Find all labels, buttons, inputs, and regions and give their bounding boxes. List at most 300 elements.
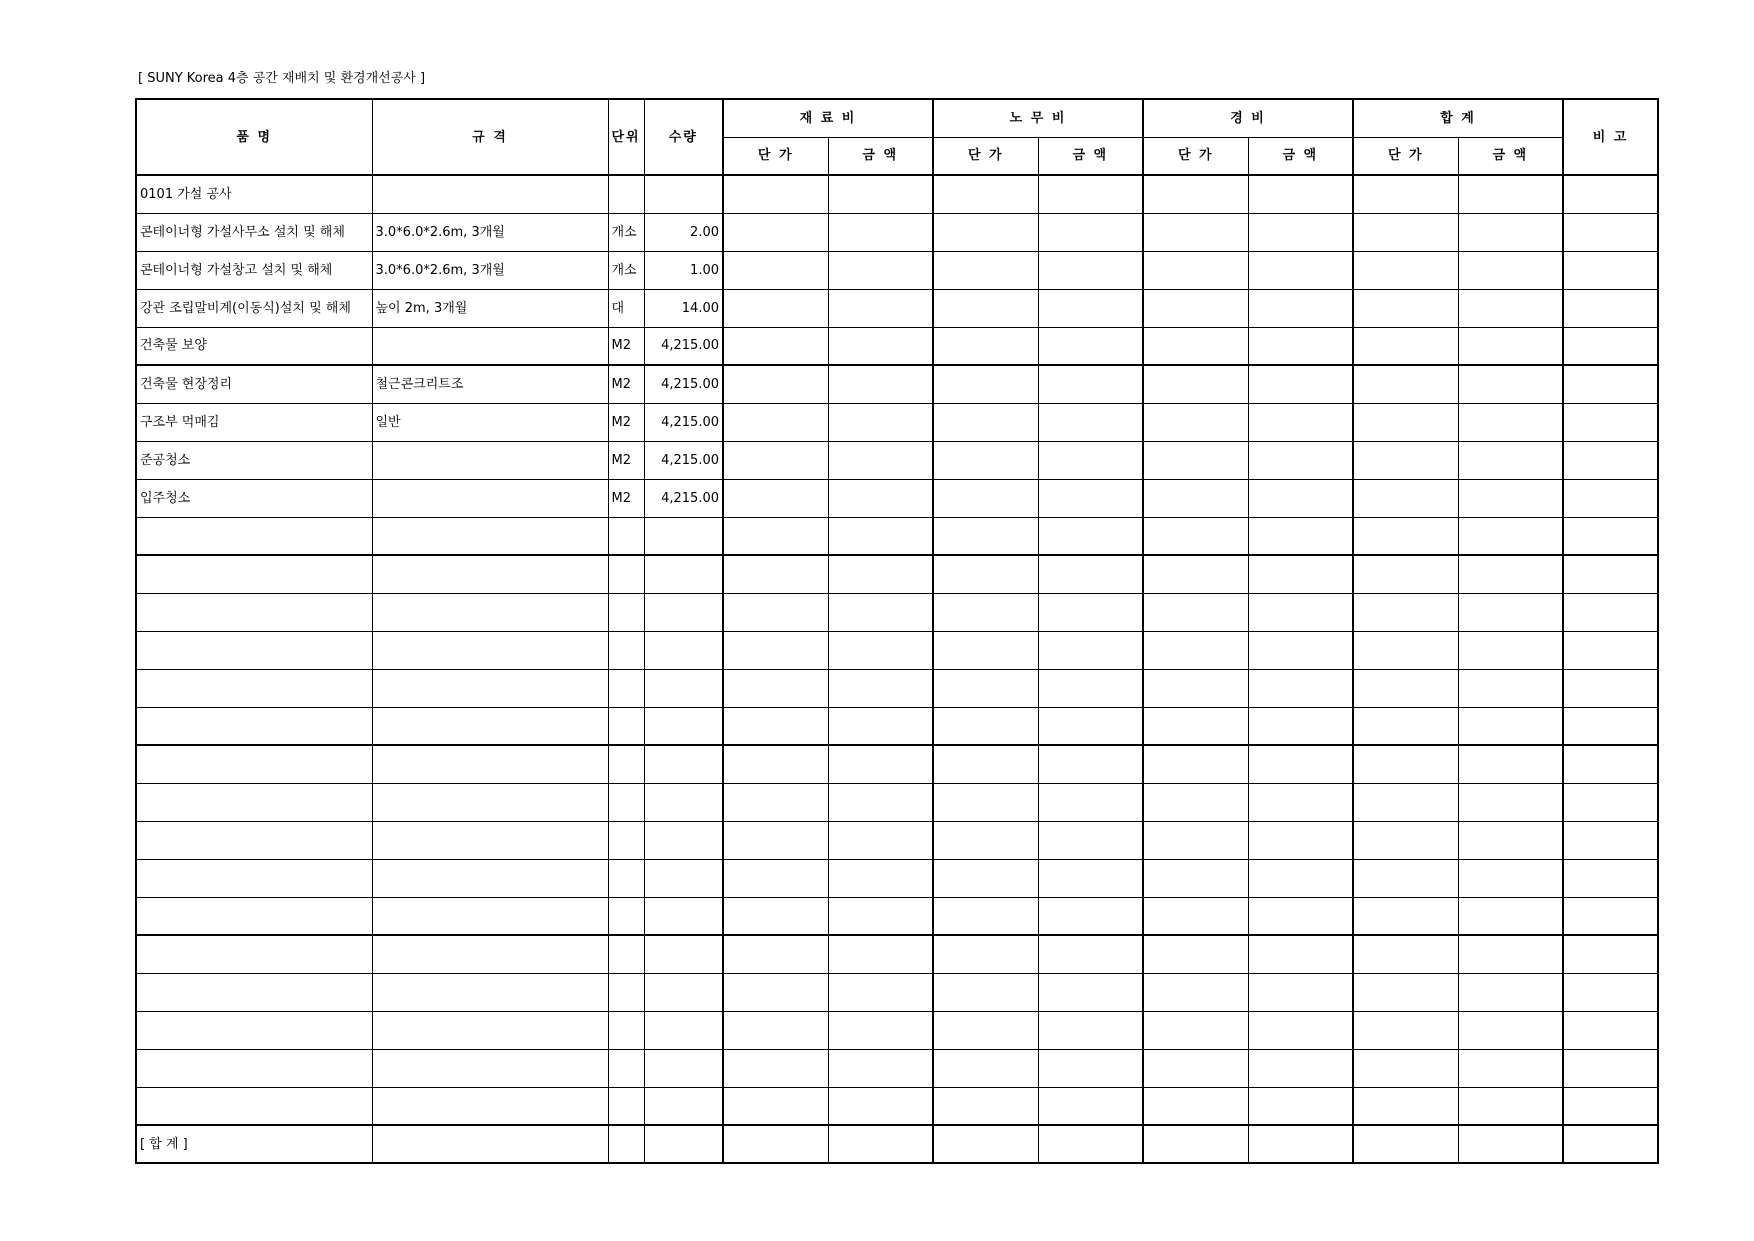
labor-unit-price-cell bbox=[933, 175, 1038, 213]
item-name-cell: [ 합 계 ] bbox=[136, 1125, 372, 1163]
labor-unit-price-cell bbox=[933, 1049, 1038, 1087]
total-unit-price-cell bbox=[1353, 593, 1458, 631]
item-unit-cell bbox=[608, 973, 644, 1011]
header-remark: 비 고 bbox=[1563, 99, 1658, 175]
expense-unit-price-cell bbox=[1143, 973, 1248, 1011]
labor-amount-cell bbox=[1038, 859, 1143, 897]
item-spec-cell bbox=[372, 593, 608, 631]
material-amount-cell bbox=[828, 821, 933, 859]
total-unit-price-cell bbox=[1353, 669, 1458, 707]
total-amount-cell bbox=[1458, 365, 1563, 403]
material-unit-price-cell bbox=[723, 1011, 828, 1049]
material-unit-price-cell bbox=[723, 555, 828, 593]
expense-amount-cell bbox=[1248, 631, 1353, 669]
header-name: 품 명 bbox=[136, 99, 372, 175]
total-unit-price-cell bbox=[1353, 1125, 1458, 1163]
expense-unit-price-cell bbox=[1143, 1125, 1248, 1163]
expense-amount-cell bbox=[1248, 783, 1353, 821]
labor-amount-cell bbox=[1038, 365, 1143, 403]
expense-unit-price-cell bbox=[1143, 175, 1248, 213]
remark-cell bbox=[1563, 327, 1658, 365]
expense-unit-price-cell bbox=[1143, 745, 1248, 783]
material-unit-price-cell bbox=[723, 669, 828, 707]
material-amount-cell bbox=[828, 517, 933, 555]
expense-unit-price-cell bbox=[1143, 631, 1248, 669]
item-spec-cell: 철근콘크리트조 bbox=[372, 365, 608, 403]
item-qty-cell: 4,215.00 bbox=[644, 403, 723, 441]
material-amount-cell bbox=[828, 897, 933, 935]
material-unit-price-cell bbox=[723, 973, 828, 1011]
item-spec-cell bbox=[372, 175, 608, 213]
labor-unit-price-cell bbox=[933, 897, 1038, 935]
item-spec-cell bbox=[372, 935, 608, 973]
item-name-cell: 준공청소 bbox=[136, 441, 372, 479]
item-unit-cell bbox=[608, 1011, 644, 1049]
header-total-amount: 금 액 bbox=[1458, 137, 1563, 175]
material-unit-price-cell bbox=[723, 593, 828, 631]
remark-cell bbox=[1563, 745, 1658, 783]
expense-unit-price-cell bbox=[1143, 897, 1248, 935]
labor-unit-price-cell bbox=[933, 1125, 1038, 1163]
item-name-cell: 콘테이너형 가설창고 설치 및 해체 bbox=[136, 251, 372, 289]
expense-amount-cell bbox=[1248, 517, 1353, 555]
labor-unit-price-cell bbox=[933, 859, 1038, 897]
material-amount-cell bbox=[828, 973, 933, 1011]
total-unit-price-cell bbox=[1353, 821, 1458, 859]
labor-amount-cell bbox=[1038, 175, 1143, 213]
remark-cell bbox=[1563, 175, 1658, 213]
item-qty-cell bbox=[644, 1049, 723, 1087]
item-spec-cell: 일반 bbox=[372, 403, 608, 441]
expense-amount-cell bbox=[1248, 479, 1353, 517]
item-unit-cell bbox=[608, 517, 644, 555]
remark-cell bbox=[1563, 973, 1658, 1011]
remark-cell bbox=[1563, 593, 1658, 631]
item-unit-cell: M2 bbox=[608, 365, 644, 403]
estimate-table bbox=[135, 98, 1659, 1164]
item-qty-cell bbox=[644, 935, 723, 973]
total-unit-price-cell bbox=[1353, 1049, 1458, 1087]
remark-cell bbox=[1563, 441, 1658, 479]
header-expense: 경 비 bbox=[1143, 99, 1353, 137]
item-unit-cell: M2 bbox=[608, 403, 644, 441]
total-amount-cell bbox=[1458, 669, 1563, 707]
expense-amount-cell bbox=[1248, 289, 1353, 327]
item-name-cell: 건축물 보양 bbox=[136, 327, 372, 365]
material-unit-price-cell bbox=[723, 707, 828, 745]
total-amount-cell bbox=[1458, 821, 1563, 859]
item-spec-cell bbox=[372, 707, 608, 745]
material-amount-cell bbox=[828, 1049, 933, 1087]
item-name-cell bbox=[136, 707, 372, 745]
item-qty-cell bbox=[644, 175, 723, 213]
labor-unit-price-cell bbox=[933, 213, 1038, 251]
table-row bbox=[136, 631, 1658, 669]
labor-amount-cell bbox=[1038, 441, 1143, 479]
total-unit-price-cell bbox=[1353, 1087, 1458, 1125]
item-name-cell: 입주청소 bbox=[136, 479, 372, 517]
total-amount-cell bbox=[1458, 327, 1563, 365]
header-material: 재 료 비 bbox=[723, 99, 933, 137]
remark-cell bbox=[1563, 403, 1658, 441]
table-row bbox=[136, 745, 1658, 783]
total-row bbox=[136, 1125, 1658, 1163]
material-unit-price-cell bbox=[723, 327, 828, 365]
labor-amount-cell bbox=[1038, 555, 1143, 593]
item-unit-cell bbox=[608, 821, 644, 859]
table-row bbox=[136, 783, 1658, 821]
total-unit-price-cell bbox=[1353, 631, 1458, 669]
item-name-cell bbox=[136, 669, 372, 707]
expense-unit-price-cell bbox=[1143, 555, 1248, 593]
expense-unit-price-cell bbox=[1143, 859, 1248, 897]
labor-unit-price-cell bbox=[933, 631, 1038, 669]
expense-amount-cell bbox=[1248, 973, 1353, 1011]
item-qty-cell bbox=[644, 1087, 723, 1125]
remark-cell bbox=[1563, 783, 1658, 821]
total-unit-price-cell bbox=[1353, 859, 1458, 897]
expense-amount-cell bbox=[1248, 707, 1353, 745]
remark-cell bbox=[1563, 479, 1658, 517]
header-labor-amount: 금 액 bbox=[1038, 137, 1143, 175]
item-spec-cell bbox=[372, 821, 608, 859]
material-unit-price-cell bbox=[723, 175, 828, 213]
material-unit-price-cell bbox=[723, 213, 828, 251]
remark-cell bbox=[1563, 1125, 1658, 1163]
table-row bbox=[136, 1087, 1658, 1125]
item-spec-cell bbox=[372, 783, 608, 821]
item-unit-cell bbox=[608, 555, 644, 593]
material-unit-price-cell bbox=[723, 783, 828, 821]
total-unit-price-cell bbox=[1353, 1011, 1458, 1049]
item-qty-cell: 4,215.00 bbox=[644, 441, 723, 479]
labor-unit-price-cell bbox=[933, 593, 1038, 631]
table-row bbox=[136, 555, 1658, 593]
item-qty-cell bbox=[644, 517, 723, 555]
labor-amount-cell bbox=[1038, 289, 1143, 327]
item-spec-cell bbox=[372, 1087, 608, 1125]
total-unit-price-cell bbox=[1353, 403, 1458, 441]
total-unit-price-cell bbox=[1353, 897, 1458, 935]
expense-unit-price-cell bbox=[1143, 783, 1248, 821]
item-unit-cell: M2 bbox=[608, 327, 644, 365]
total-unit-price-cell bbox=[1353, 555, 1458, 593]
document-title: [ SUNY Korea 4층 공간 재배치 및 환경개선공사 ] bbox=[138, 71, 426, 86]
item-qty-cell bbox=[644, 707, 723, 745]
labor-amount-cell bbox=[1038, 593, 1143, 631]
expense-amount-cell bbox=[1248, 821, 1353, 859]
total-amount-cell bbox=[1458, 441, 1563, 479]
expense-amount-cell bbox=[1248, 403, 1353, 441]
header-labor-unit-price: 단 가 bbox=[933, 137, 1038, 175]
material-amount-cell bbox=[828, 479, 933, 517]
labor-amount-cell bbox=[1038, 327, 1143, 365]
table-body bbox=[136, 175, 1658, 1163]
material-amount-cell bbox=[828, 859, 933, 897]
item-qty-cell bbox=[644, 593, 723, 631]
total-unit-price-cell bbox=[1353, 517, 1458, 555]
table-row bbox=[136, 1049, 1658, 1087]
expense-amount-cell bbox=[1248, 327, 1353, 365]
item-name-cell bbox=[136, 1087, 372, 1125]
total-amount-cell bbox=[1458, 707, 1563, 745]
header-total-unit-price: 단 가 bbox=[1353, 137, 1458, 175]
labor-amount-cell bbox=[1038, 517, 1143, 555]
total-amount-cell bbox=[1458, 1011, 1563, 1049]
item-qty-cell bbox=[644, 745, 723, 783]
labor-unit-price-cell bbox=[933, 365, 1038, 403]
item-unit-cell: 대 bbox=[608, 289, 644, 327]
item-unit-cell bbox=[608, 1049, 644, 1087]
item-name-cell bbox=[136, 1011, 372, 1049]
labor-unit-price-cell bbox=[933, 327, 1038, 365]
labor-amount-cell bbox=[1038, 935, 1143, 973]
material-amount-cell bbox=[828, 707, 933, 745]
remark-cell bbox=[1563, 365, 1658, 403]
item-unit-cell bbox=[608, 1125, 644, 1163]
item-spec-cell bbox=[372, 859, 608, 897]
item-unit-cell bbox=[608, 745, 644, 783]
expense-amount-cell bbox=[1248, 441, 1353, 479]
item-name-cell bbox=[136, 517, 372, 555]
item-qty-cell: 4,215.00 bbox=[644, 327, 723, 365]
table-row bbox=[136, 897, 1658, 935]
expense-amount-cell bbox=[1248, 897, 1353, 935]
total-unit-price-cell bbox=[1353, 327, 1458, 365]
expense-unit-price-cell bbox=[1143, 593, 1248, 631]
total-amount-cell bbox=[1458, 631, 1563, 669]
labor-amount-cell bbox=[1038, 251, 1143, 289]
remark-cell bbox=[1563, 859, 1658, 897]
table-row bbox=[136, 1011, 1658, 1049]
expense-unit-price-cell bbox=[1143, 251, 1248, 289]
total-amount-cell bbox=[1458, 859, 1563, 897]
item-name-cell: 0101 가설 공사 bbox=[136, 175, 372, 213]
material-unit-price-cell bbox=[723, 897, 828, 935]
total-amount-cell bbox=[1458, 403, 1563, 441]
material-amount-cell bbox=[828, 745, 933, 783]
header-labor: 노 무 비 bbox=[933, 99, 1143, 137]
item-name-cell bbox=[136, 935, 372, 973]
remark-cell bbox=[1563, 251, 1658, 289]
table-row bbox=[136, 441, 1658, 479]
labor-amount-cell bbox=[1038, 897, 1143, 935]
material-unit-price-cell bbox=[723, 821, 828, 859]
item-unit-cell bbox=[608, 935, 644, 973]
item-unit-cell: 개소 bbox=[608, 213, 644, 251]
item-qty-cell bbox=[644, 821, 723, 859]
header-material-amount: 금 액 bbox=[828, 137, 933, 175]
total-unit-price-cell bbox=[1353, 745, 1458, 783]
labor-unit-price-cell bbox=[933, 289, 1038, 327]
item-unit-cell: M2 bbox=[608, 479, 644, 517]
item-spec-cell bbox=[372, 1125, 608, 1163]
material-unit-price-cell bbox=[723, 289, 828, 327]
item-qty-cell: 2.00 bbox=[644, 213, 723, 251]
table-row bbox=[136, 251, 1658, 289]
expense-amount-cell bbox=[1248, 213, 1353, 251]
item-unit-cell bbox=[608, 859, 644, 897]
table-row bbox=[136, 973, 1658, 1011]
remark-cell bbox=[1563, 897, 1658, 935]
total-amount-cell bbox=[1458, 1049, 1563, 1087]
labor-amount-cell bbox=[1038, 669, 1143, 707]
remark-cell bbox=[1563, 821, 1658, 859]
remark-cell bbox=[1563, 707, 1658, 745]
material-amount-cell bbox=[828, 669, 933, 707]
item-spec-cell bbox=[372, 1049, 608, 1087]
table-row bbox=[136, 707, 1658, 745]
header-qty: 수량 bbox=[644, 99, 723, 175]
total-amount-cell bbox=[1458, 175, 1563, 213]
expense-unit-price-cell bbox=[1143, 441, 1248, 479]
table-row bbox=[136, 175, 1658, 213]
expense-amount-cell bbox=[1248, 935, 1353, 973]
expense-unit-price-cell bbox=[1143, 213, 1248, 251]
total-amount-cell bbox=[1458, 935, 1563, 973]
item-spec-cell: 3.0*6.0*2.6m, 3개월 bbox=[372, 213, 608, 251]
item-qty-cell bbox=[644, 897, 723, 935]
header-spec: 규 격 bbox=[372, 99, 608, 175]
labor-unit-price-cell bbox=[933, 555, 1038, 593]
table-row bbox=[136, 821, 1658, 859]
item-name-cell bbox=[136, 1049, 372, 1087]
expense-unit-price-cell bbox=[1143, 707, 1248, 745]
labor-amount-cell bbox=[1038, 707, 1143, 745]
expense-amount-cell bbox=[1248, 1049, 1353, 1087]
total-unit-price-cell bbox=[1353, 783, 1458, 821]
header-expense-unit-price: 단 가 bbox=[1143, 137, 1248, 175]
table-row bbox=[136, 669, 1658, 707]
material-amount-cell bbox=[828, 631, 933, 669]
table-row bbox=[136, 213, 1658, 251]
material-amount-cell bbox=[828, 403, 933, 441]
expense-amount-cell bbox=[1248, 669, 1353, 707]
item-qty-cell: 1.00 bbox=[644, 251, 723, 289]
header-unit: 단위 bbox=[608, 99, 644, 175]
expense-amount-cell bbox=[1248, 1011, 1353, 1049]
item-name-cell bbox=[136, 631, 372, 669]
table-row bbox=[136, 517, 1658, 555]
item-qty-cell bbox=[644, 783, 723, 821]
total-unit-price-cell bbox=[1353, 175, 1458, 213]
item-name-cell: 구조부 먹매김 bbox=[136, 403, 372, 441]
material-amount-cell bbox=[828, 555, 933, 593]
item-name-cell: 강관 조립말비계(이동식)설치 및 해체 bbox=[136, 289, 372, 327]
item-unit-cell: M2 bbox=[608, 441, 644, 479]
item-unit-cell bbox=[608, 897, 644, 935]
expense-amount-cell bbox=[1248, 251, 1353, 289]
material-unit-price-cell bbox=[723, 251, 828, 289]
expense-unit-price-cell bbox=[1143, 403, 1248, 441]
total-unit-price-cell bbox=[1353, 973, 1458, 1011]
item-qty-cell bbox=[644, 859, 723, 897]
labor-unit-price-cell bbox=[933, 441, 1038, 479]
item-spec-cell bbox=[372, 517, 608, 555]
item-name-cell: 건축물 현장정리 bbox=[136, 365, 372, 403]
item-qty-cell: 14.00 bbox=[644, 289, 723, 327]
item-qty-cell bbox=[644, 631, 723, 669]
material-unit-price-cell bbox=[723, 1087, 828, 1125]
item-unit-cell bbox=[608, 707, 644, 745]
material-amount-cell bbox=[828, 1087, 933, 1125]
labor-unit-price-cell bbox=[933, 707, 1038, 745]
labor-amount-cell bbox=[1038, 1125, 1143, 1163]
material-amount-cell bbox=[828, 441, 933, 479]
item-unit-cell bbox=[608, 631, 644, 669]
total-unit-price-cell bbox=[1353, 213, 1458, 251]
total-unit-price-cell bbox=[1353, 441, 1458, 479]
item-name-cell bbox=[136, 783, 372, 821]
material-amount-cell bbox=[828, 327, 933, 365]
labor-amount-cell bbox=[1038, 1011, 1143, 1049]
table-row bbox=[136, 479, 1658, 517]
material-amount-cell bbox=[828, 213, 933, 251]
remark-cell bbox=[1563, 289, 1658, 327]
table-row bbox=[136, 403, 1658, 441]
labor-amount-cell bbox=[1038, 631, 1143, 669]
table-row bbox=[136, 365, 1658, 403]
item-spec-cell bbox=[372, 441, 608, 479]
labor-amount-cell bbox=[1038, 403, 1143, 441]
item-unit-cell bbox=[608, 1087, 644, 1125]
total-amount-cell bbox=[1458, 1087, 1563, 1125]
item-name-cell bbox=[136, 859, 372, 897]
material-unit-price-cell bbox=[723, 745, 828, 783]
item-name-cell bbox=[136, 593, 372, 631]
expense-unit-price-cell bbox=[1143, 669, 1248, 707]
material-unit-price-cell bbox=[723, 517, 828, 555]
item-spec-cell: 3.0*6.0*2.6m, 3개월 bbox=[372, 251, 608, 289]
item-spec-cell bbox=[372, 745, 608, 783]
item-qty-cell bbox=[644, 555, 723, 593]
labor-amount-cell bbox=[1038, 821, 1143, 859]
expense-amount-cell bbox=[1248, 1087, 1353, 1125]
material-amount-cell bbox=[828, 251, 933, 289]
remark-cell bbox=[1563, 1011, 1658, 1049]
material-unit-price-cell bbox=[723, 1125, 828, 1163]
expense-unit-price-cell bbox=[1143, 289, 1248, 327]
header-total: 합 계 bbox=[1353, 99, 1563, 137]
labor-amount-cell bbox=[1038, 1049, 1143, 1087]
remark-cell bbox=[1563, 1049, 1658, 1087]
expense-unit-price-cell bbox=[1143, 365, 1248, 403]
remark-cell bbox=[1563, 669, 1658, 707]
item-qty-cell: 4,215.00 bbox=[644, 365, 723, 403]
total-amount-cell bbox=[1458, 783, 1563, 821]
item-name-cell bbox=[136, 897, 372, 935]
material-amount-cell bbox=[828, 175, 933, 213]
remark-cell bbox=[1563, 631, 1658, 669]
item-name-cell bbox=[136, 821, 372, 859]
total-unit-price-cell bbox=[1353, 251, 1458, 289]
labor-unit-price-cell bbox=[933, 935, 1038, 973]
material-unit-price-cell bbox=[723, 859, 828, 897]
labor-unit-price-cell bbox=[933, 517, 1038, 555]
table-row bbox=[136, 289, 1658, 327]
material-unit-price-cell bbox=[723, 441, 828, 479]
labor-unit-price-cell bbox=[933, 1011, 1038, 1049]
labor-unit-price-cell bbox=[933, 403, 1038, 441]
item-qty-cell bbox=[644, 669, 723, 707]
table-row bbox=[136, 935, 1658, 973]
header-expense-amount: 금 액 bbox=[1248, 137, 1353, 175]
material-amount-cell bbox=[828, 1125, 933, 1163]
material-amount-cell bbox=[828, 593, 933, 631]
total-amount-cell bbox=[1458, 593, 1563, 631]
total-amount-cell bbox=[1458, 213, 1563, 251]
labor-amount-cell bbox=[1038, 745, 1143, 783]
